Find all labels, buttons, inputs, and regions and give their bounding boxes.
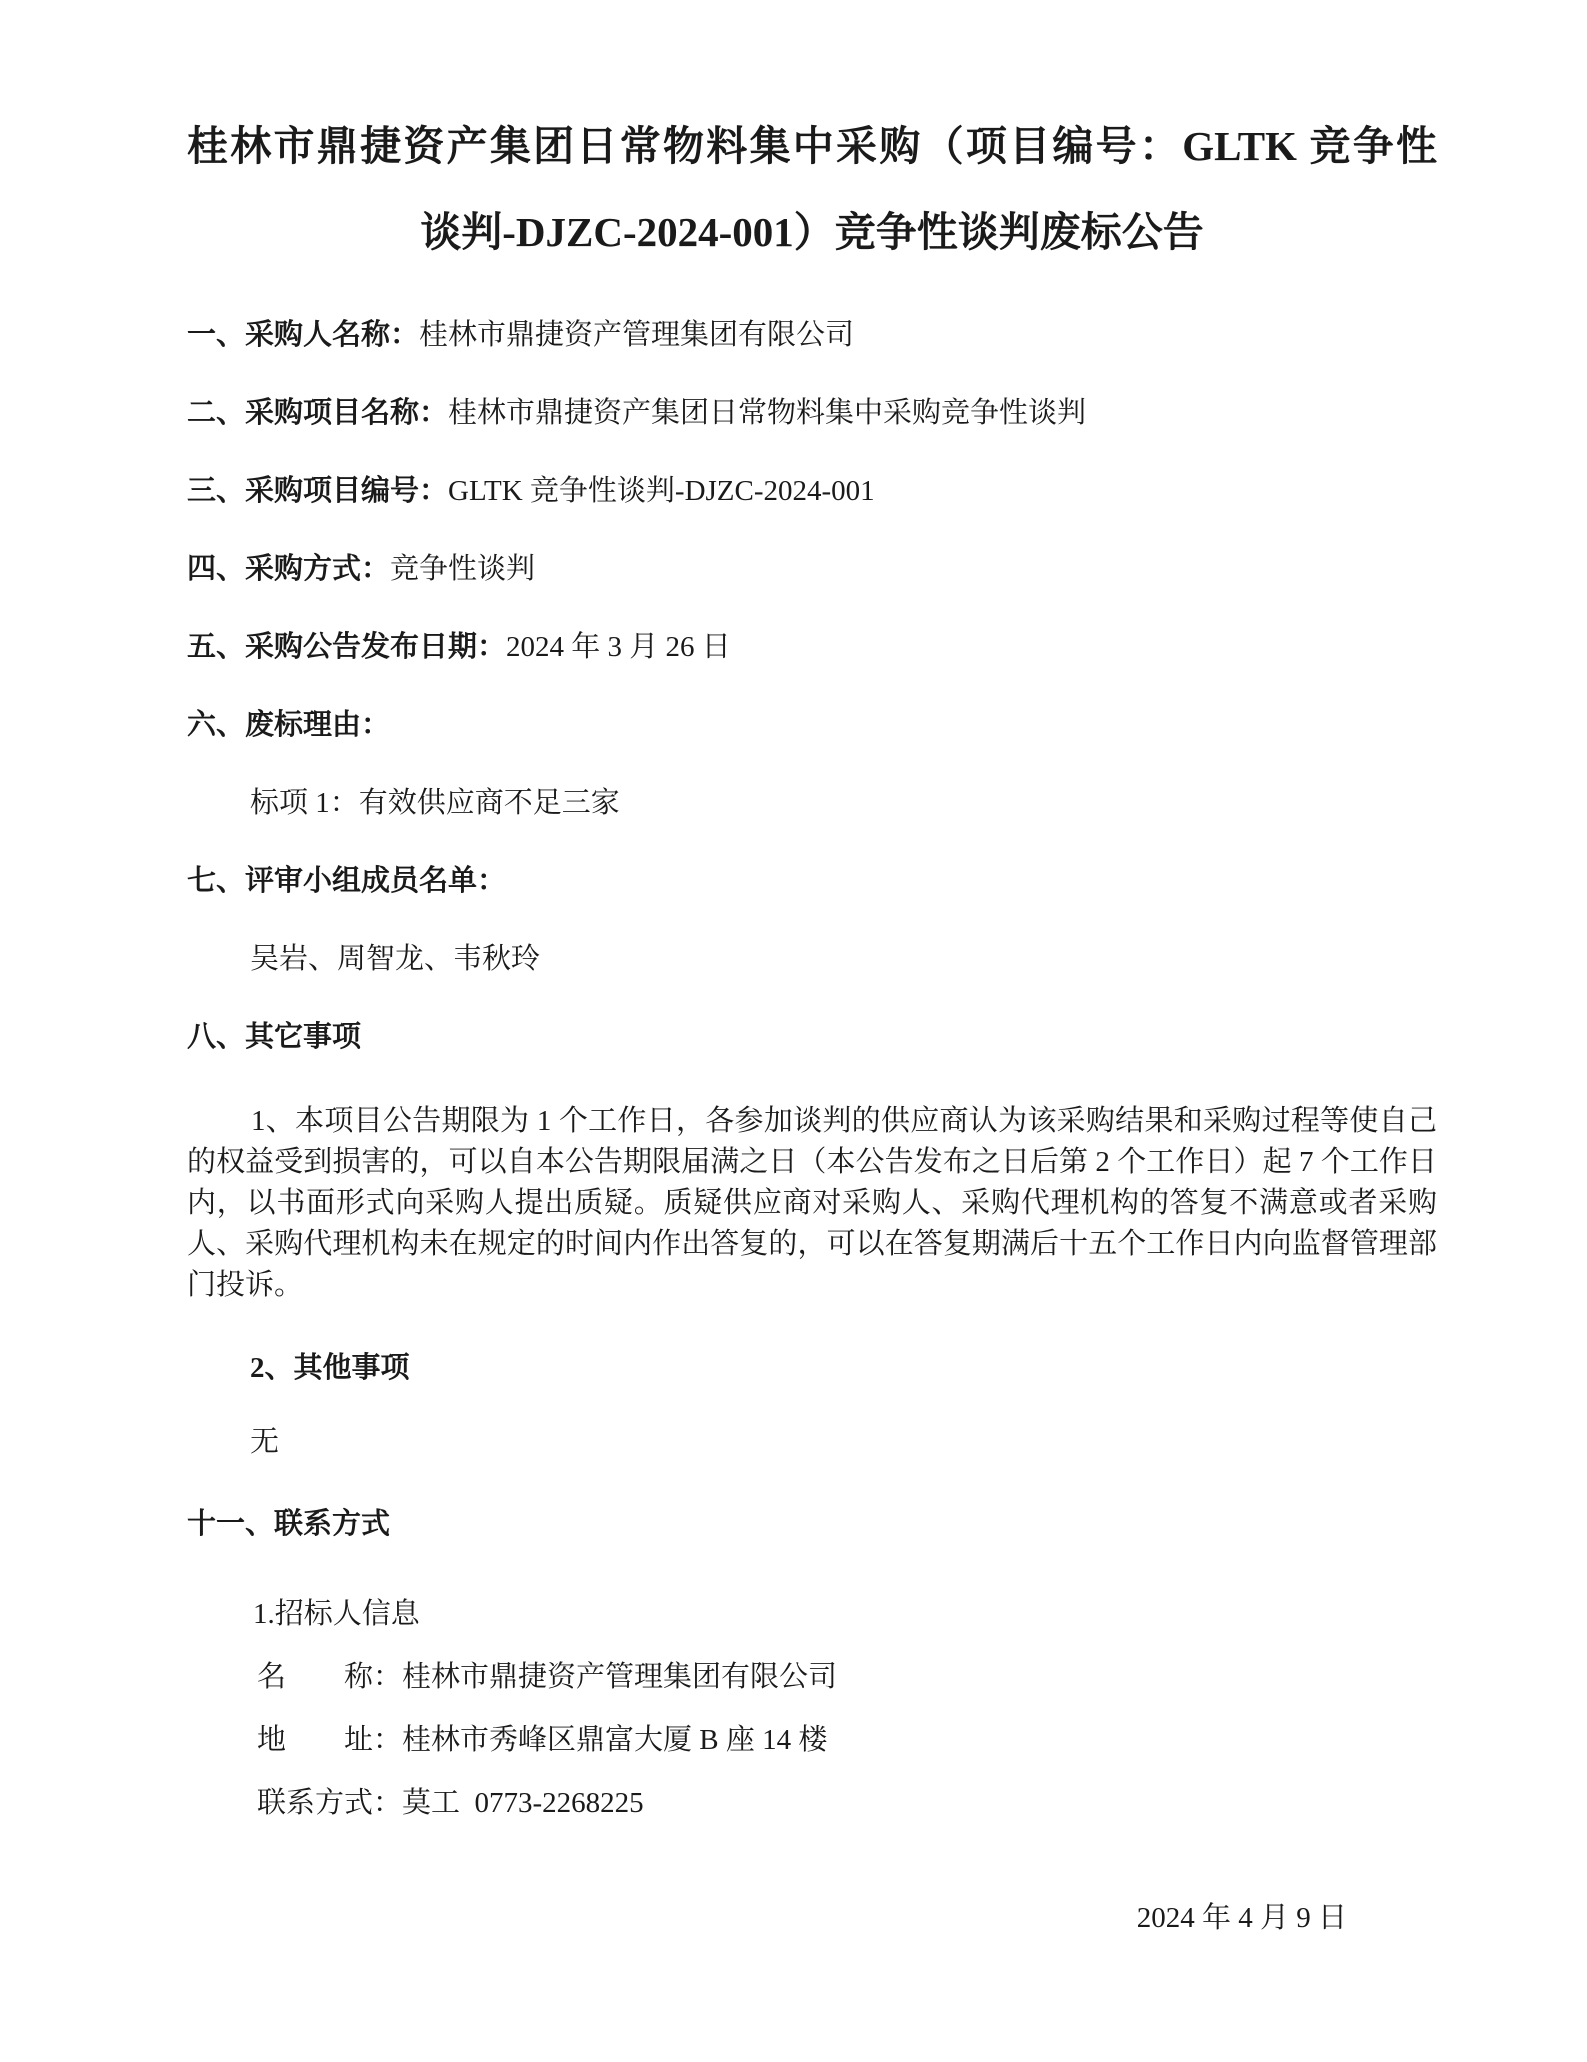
sign-date: 2024 年 4 月 9 日 [1136,1902,1347,1934]
phone-value: 莫工 0773-2268225 [402,1787,644,1819]
purchaser-label: 一、采购人名称： [187,319,420,351]
title-line-1: 桂林市鼎捷资产集团日常物料集中采购（项目编号：GLTK 竞争性 [187,123,1437,169]
method-line [187,555,1437,584]
purchaser-value: 桂林市鼎捷资产管理集团有限公司 [419,319,855,351]
cancel-reason-heading: 六、废标理由： [187,709,391,741]
review-panel-heading: 七、评审小组成员名单： [187,865,507,897]
document-body [187,321,1437,1933]
document-title [187,103,1437,275]
other-matters-subheading: 2、其他事项 [250,1352,410,1384]
announce-date-label: 五、采购公告发布日期： [187,631,507,663]
notice-paragraph: 1、本项目公告期限为 1 个工作日，各参加谈判的供应商认为该采购结果和采购过程等使自己的权益受到损害的，可以自本公告期限届满之日（本公告发布之日后第 2 个工作日）起 7 个工作日内，以书面形式向采购人提出质疑。质疑供应商对采购人、采购代理机构的答复不满意或者采购人、采购代理机构未在规定的时间内作出答复的，可以在答复期满后十五个工作日内向监督管理部门投诉。 [187,1105,1437,1301]
name-value: 桂林市鼎捷资产管理集团有限公司 [402,1661,838,1693]
contact-heading: 十一、联系方式 [187,1508,391,1540]
phone-label: 联系方式： [257,1787,403,1819]
other-matters-heading: 八、其它事项 [187,1021,362,1053]
contact-row-address [187,1726,1437,1755]
title-line-2: 谈判-DJZC-2024-001）竞争性谈判废标公告 [420,209,1204,255]
project-code-value: GLTK 竞争性谈判-DJZC-2024-001 [448,475,875,507]
address-value: 桂林市秀峰区鼎富大厦 B 座 14 楼 [402,1724,828,1756]
announce-date-line [187,633,1437,662]
name-label: 名 称： [257,1661,403,1693]
review-panel-members: 吴岩、周智龙、韦秋玲 [250,943,541,975]
project-name-line [187,399,1437,428]
cancel-reason-detail: 标项 1：有效供应商不足三家 [250,787,620,819]
contact-row-name [187,1663,1437,1692]
other-matters-subvalue: 无 [250,1426,280,1458]
contact-row-phone [187,1789,1437,1818]
project-code-label: 三、采购项目编号： [187,475,449,507]
announce-date-value: 2024 年 3 月 26 日 [506,631,731,663]
project-name-value: 桂林市鼎捷资产集团日常物料集中采购竞争性谈判 [448,397,1087,429]
method-label: 四、采购方式： [187,553,391,585]
method-value: 竞争性谈判 [390,553,536,585]
address-label: 地 址： [257,1724,403,1756]
project-code-line [187,477,1437,506]
bidder-info-title: 1.招标人信息 [253,1598,420,1630]
purchaser-line [187,321,1437,350]
project-name-label: 二、采购项目名称： [187,397,449,429]
